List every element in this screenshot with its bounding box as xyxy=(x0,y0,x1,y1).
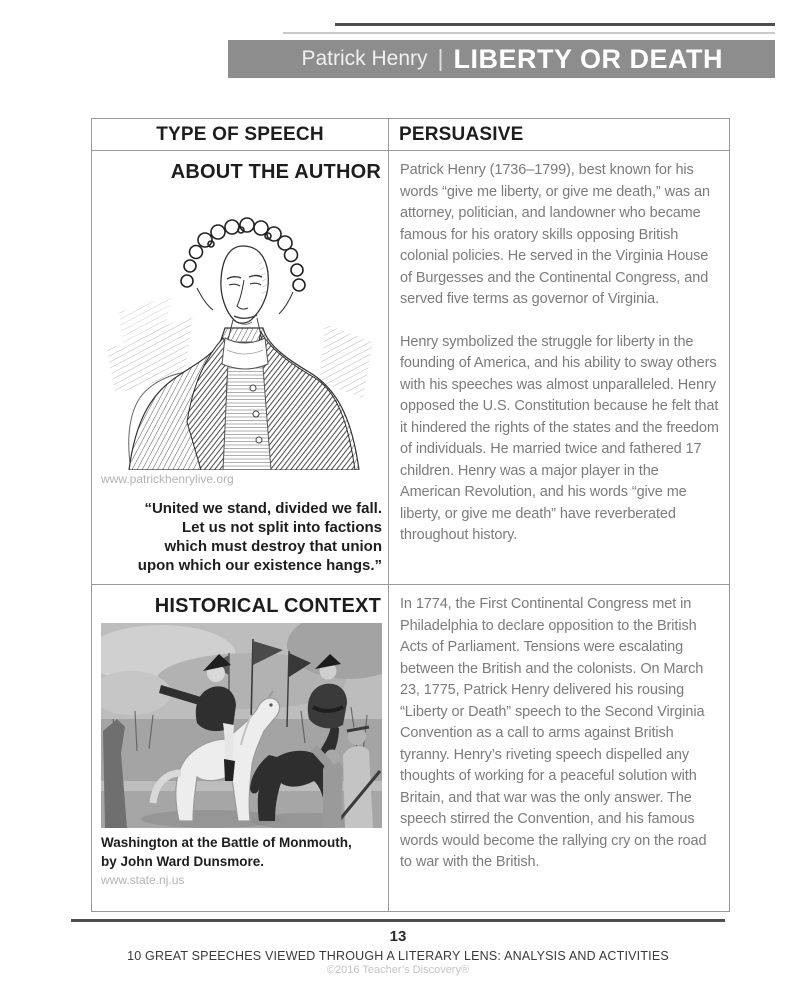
context-left-cell xyxy=(92,585,388,911)
battle-image-caption xyxy=(101,834,388,871)
patrick-henry-portrait-image xyxy=(101,192,385,470)
quote-line-3: which must destroy that union xyxy=(164,538,382,555)
historical-context-heading: HISTORICAL CONTEXT xyxy=(154,595,381,617)
header-speech-title: LIBERTY OR DEATH xyxy=(453,43,723,74)
speech-info-table xyxy=(91,118,730,912)
about-left-cell xyxy=(92,151,388,584)
page-number: 13 xyxy=(389,928,407,945)
page-header-banner xyxy=(228,40,775,78)
battle-caption-line2: by John Ward Dunsmore. xyxy=(101,853,265,869)
type-of-speech-row xyxy=(92,119,729,150)
portrait-credit-url: www.patrickhenrylive.org xyxy=(101,472,234,486)
about-paragraph-2: Henry symbolized the struggle for liberty in the founding of America, and his ability to sway others with his speeches was almost unparalleled. Henry opposed the U.S. Constitution because he felt that it hindered the rights of the states and the freedom of individuals. He married twice and fathered 17 children. Henry was a major player in the American Revolution, and his words “give me liberty, or give me death” have reverberated throughout history. xyxy=(400,333,719,543)
context-right-cell xyxy=(388,585,729,911)
historical-context-row xyxy=(92,584,729,911)
top-rule-dark xyxy=(335,23,775,26)
quote-line-1: “United we stand, divided we fall. xyxy=(144,500,382,517)
type-of-speech-value: PERSUASIVE xyxy=(388,119,729,150)
context-paragraph: In 1774, the First Continental Congress met in Philadelphia to declare opposition to the British Acts of Parliament. Tensions were escalating between the British and the colonists. On March 23, 1775, Patrick Henry delivered his rousing “Liberty or Death” speech to the Second Virginia Convention as a call to arms against British tyranny. Henry’s riveting speech dispelled any thoughts of working for a peaceful solution with Britain, and that war was the only answer. The speech stirred the Convention, and his famous words would become the rallying cry on the road to war with the British. xyxy=(400,596,707,870)
battle-credit-url: www.state.nj.us xyxy=(101,873,185,887)
copyright-notice: ©2016 Teacher’s Discovery® xyxy=(326,964,470,976)
battle-of-monmouth-image xyxy=(101,623,382,828)
book-title: 10 GREAT SPEECHES VIEWED THROUGH A LITERARY LENS: ANALYSIS AND ACTIVITIES xyxy=(127,949,669,963)
about-paragraph-1: Patrick Henry (1736–1799), best known for his words “give me liberty, or give me death,” was an attorney, politician, and landowner who became famous for his oratory skills opposing British colonial policies. He served in the Virginia House of Burgesses and the Continental Congress, and served five terms as governor of Virginia. xyxy=(400,162,710,307)
top-rule-light xyxy=(283,32,775,34)
about-the-author-row xyxy=(92,150,729,584)
battle-caption-line1: Washington at the Battle of Monmouth, xyxy=(101,835,352,850)
about-the-author-heading: ABOUT THE AUTHOR xyxy=(170,161,381,183)
quote-line-4: upon which our existence hangs.” xyxy=(137,557,382,574)
type-of-speech-label: TYPE OF SPEECH xyxy=(156,123,324,145)
header-author: Patrick Henry xyxy=(301,47,428,70)
footer-rule xyxy=(71,919,725,922)
header-separator: | xyxy=(437,44,444,71)
henry-quote xyxy=(92,499,382,575)
about-right-cell xyxy=(388,151,729,584)
quote-line-2: Let us not split into factions xyxy=(182,519,382,536)
